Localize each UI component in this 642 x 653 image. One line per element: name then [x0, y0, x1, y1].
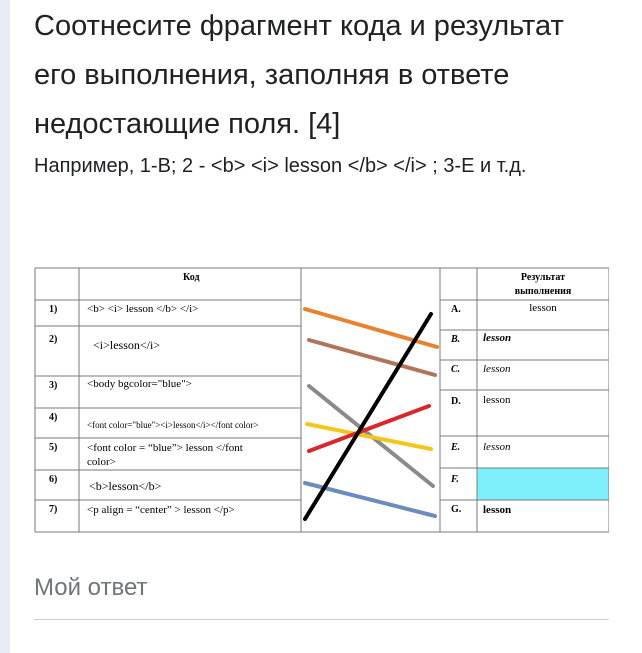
code-cell: <font color = “blue”> lesson </font	[87, 442, 243, 454]
result-letter: A.	[451, 304, 461, 315]
result-text-c: lesson	[483, 363, 511, 375]
row-number: 5)	[49, 442, 58, 453]
row-number: 1)	[49, 304, 58, 315]
answer-label: Мой ответ	[34, 574, 148, 601]
question-example: Например, 1-B; 2 - <b> <i> lesson </b> </i> ; 3-E и т.д.	[34, 155, 527, 177]
question-title: Соотнесите фрагмент кода и результат его выполнения, заполняя в ответе недостающие поля. [4]	[34, 10, 564, 140]
matching-figure	[33, 264, 609, 536]
row-number: 2)	[49, 334, 58, 345]
answer-input-underline[interactable]	[34, 619, 609, 620]
matching-table-image	[33, 264, 609, 536]
code-cell: color>	[87, 456, 116, 468]
result-letter: D.	[451, 396, 461, 407]
code-cell: <b>lesson</b>	[89, 479, 162, 493]
left-rail	[0, 0, 10, 653]
result-letter: G.	[451, 504, 462, 515]
header-result-line1: Результат	[520, 272, 566, 283]
code-cell: <i>lesson</i>	[93, 338, 161, 352]
result-text-d: lesson	[483, 394, 511, 406]
result-letter: E.	[451, 442, 461, 453]
result-text-g: lesson	[483, 504, 512, 516]
header-result-line2: выполнения	[514, 286, 572, 297]
match-line-brown	[309, 340, 435, 375]
result-text-e: lesson	[483, 441, 511, 453]
match-line-orange	[305, 309, 437, 347]
code-cell: <p align = “center” > lesson </p>	[87, 504, 235, 516]
result-letter: B.	[451, 334, 461, 345]
result-cell-f-fill	[478, 469, 609, 500]
row-number: 7)	[49, 504, 58, 515]
header-code: Код	[183, 272, 200, 283]
row-number: 6)	[49, 474, 58, 485]
code-cell: <b> <i> lesson </b> </i>	[87, 303, 199, 315]
result-text-a: lesson	[529, 302, 557, 314]
code-cell: <body bgcolor="blue">	[87, 378, 192, 390]
row-number: 3)	[49, 380, 58, 391]
result-letter: C.	[451, 364, 461, 375]
result-text-b: lesson	[483, 332, 512, 344]
code-cell: <font color="blue"><i>lesson</i></font color>	[87, 420, 259, 430]
row-number: 4)	[49, 412, 58, 423]
result-letter: F.	[451, 474, 459, 485]
